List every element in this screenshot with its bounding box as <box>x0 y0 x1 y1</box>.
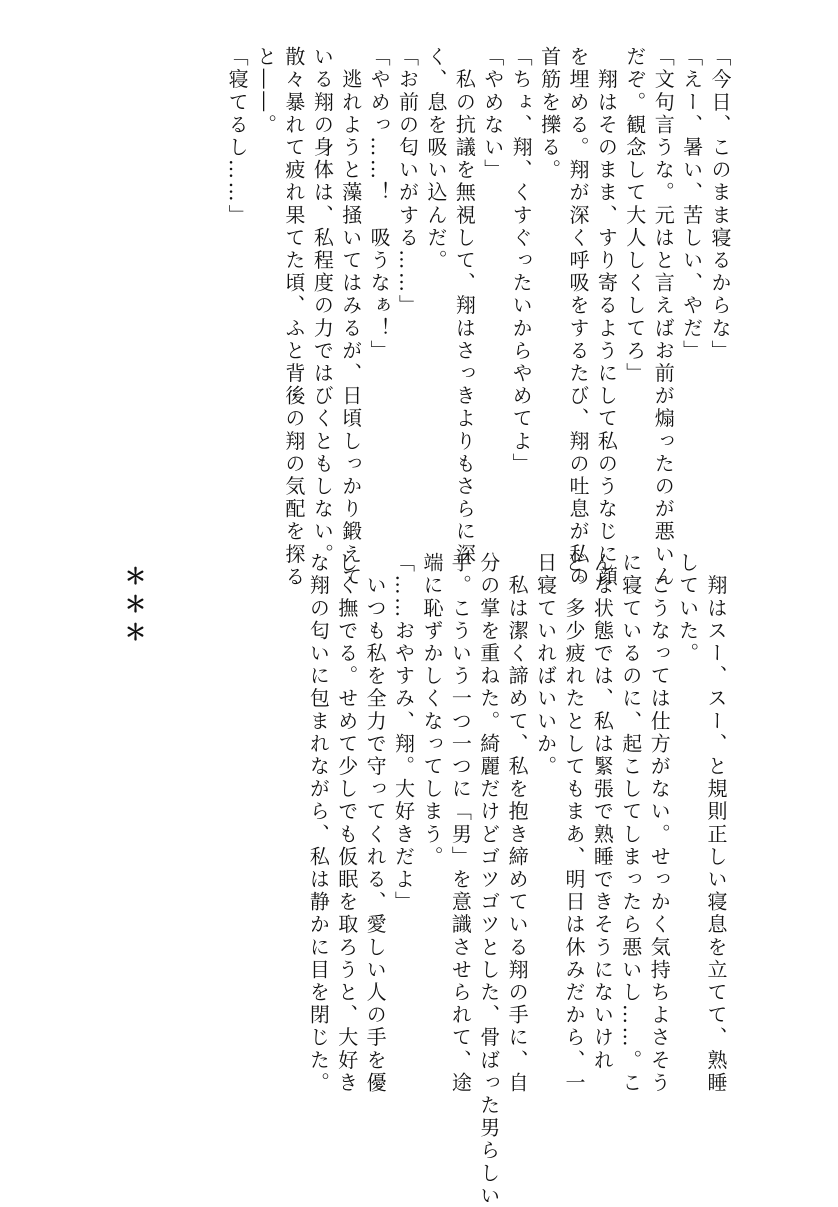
text-line: 「寝てるし……」 <box>225 46 250 227</box>
text-line: 分の掌を重ねた。綺麗だけどゴツゴツとした、骨ばった男らしい <box>476 552 501 1207</box>
scene-separator: ＊＊＊ <box>121 565 146 649</box>
text-block-bottom <box>304 552 730 1207</box>
text-line: こうなっては仕方がない。せっかく気持ちよさそう <box>647 552 672 1095</box>
text-line: ど。多少疲れたとしてもまあ、明日は休みだから、一 <box>561 552 586 1095</box>
text-line: いる翔の身体は、私程度の力ではびくともしない。 <box>310 46 335 566</box>
text-line: を埋める。翔が深く呼吸をするたび、翔の吐息が私の <box>565 46 590 589</box>
text-line: 「文句言うな。元はと言えばお前が煽ったのが悪いん <box>651 46 676 589</box>
text-line: に寝ているのに、起こしてしまったら悪いし……。こ <box>618 552 643 1095</box>
text-line: 私は潔く諦めて、私を抱き締めている翔の手に、自 <box>505 552 530 1095</box>
text-line: く、息を吸い込んだ。 <box>423 46 448 272</box>
text-line: していた。 <box>675 552 700 665</box>
text-line: 日寝ていればいいか。 <box>533 552 558 778</box>
text-line: 散々暴れて疲れ果てた頃、ふと背後の翔の気配を探る <box>281 46 306 589</box>
text-line: いつも私を全力で守ってくれる、愛しい人の手を優 <box>363 552 388 1095</box>
text-line: 翔はスー、スー、と規則正しい寝息を立てて、熟睡 <box>704 552 728 1095</box>
text-line: 「ちょ、翔、くすぐったいからやめてよ」 <box>509 46 534 476</box>
text-line: しく撫でる。せめて少しでも仮眠を取ろうと、大好き <box>334 552 359 1095</box>
text-line: んな状態では、私は緊張で熟睡できそうにないけれ <box>590 552 615 1072</box>
text-line: 「やめっ……！ 吸うなぁ！」 <box>367 46 392 363</box>
text-line: 「やめない」 <box>480 46 505 182</box>
text-line: 私の抗議を無視して、翔はさっきよりもさらに深 <box>452 46 477 566</box>
text-line: な翔の匂いに包まれながら、私は静かに目を閉じた。 <box>306 552 331 1095</box>
text-line: だぞ。観念して大人しくしてろ」 <box>622 46 647 385</box>
text-line: 「お前の匂いがする……」 <box>395 46 420 318</box>
text-line: 手。こういう一つ一つに「男」を意識させられて、途 <box>448 552 473 1095</box>
text-line: 「えー、暑い、苦しい、やだ」 <box>679 46 704 363</box>
text-line: 逃れようと藻掻いてはみるが、日頃しっかり鍛えて <box>338 46 363 589</box>
text-line: 「……おやすみ、翔。大好きだよ」 <box>391 552 416 914</box>
text-line: 首筋を擽る。 <box>537 46 562 182</box>
text-line: 翔はそのまま、すり寄るようにして私のうなじに顔 <box>594 46 619 589</box>
text-line: 「今日、このまま寝るからな」 <box>708 46 732 363</box>
text-line: と――。 <box>253 46 278 137</box>
text-block-top <box>223 46 734 589</box>
text-line: 端に恥ずかしくなってしまう。 <box>419 552 444 869</box>
